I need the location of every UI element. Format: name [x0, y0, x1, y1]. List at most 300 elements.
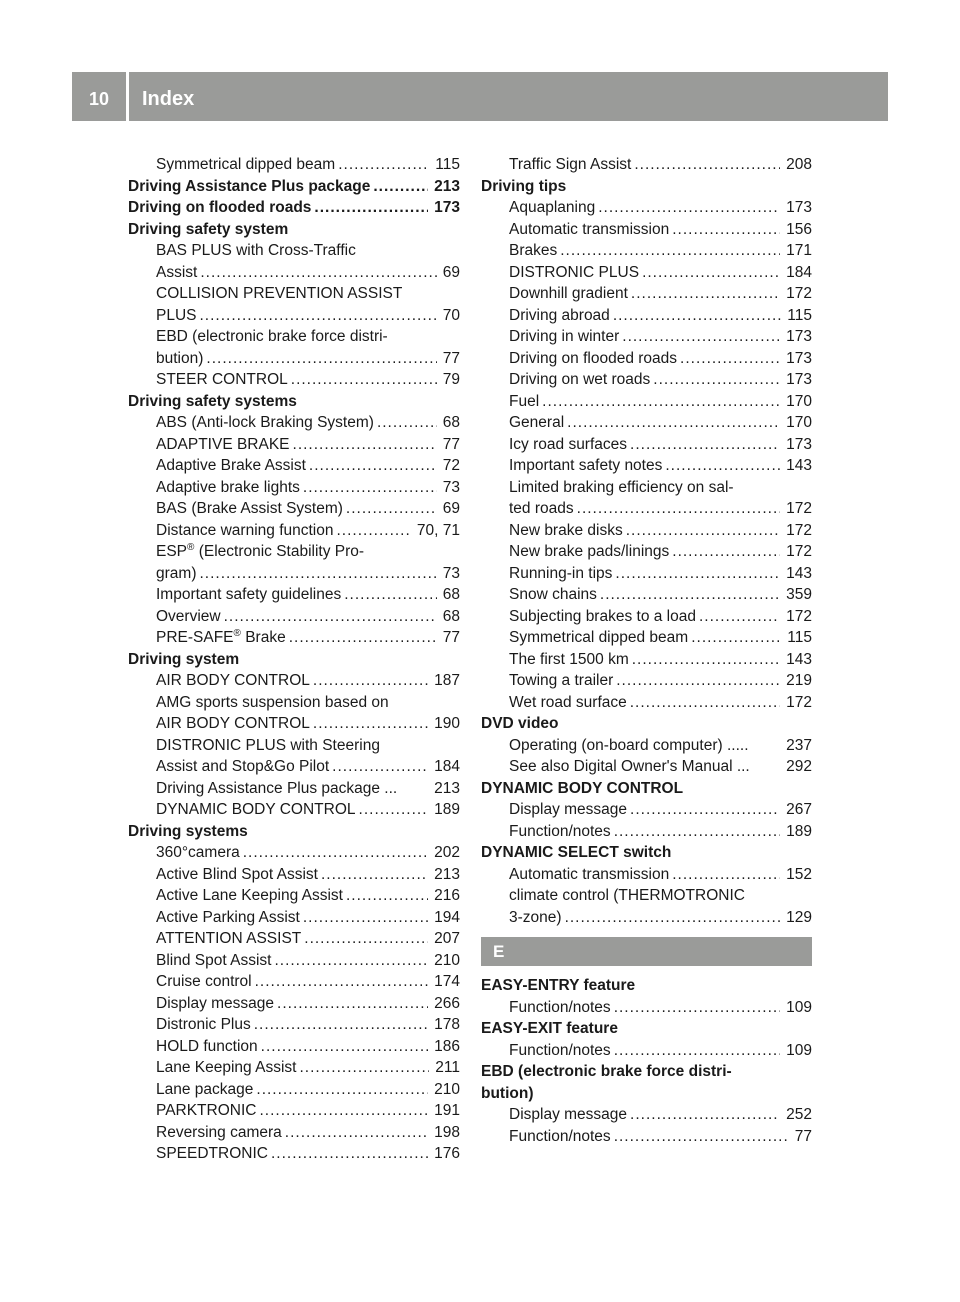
- page-ref: 172: [786, 693, 812, 711]
- dot-leader: [346, 498, 437, 520]
- entry-row: [509, 541, 812, 563]
- entry-text: Function/notes: [509, 1127, 611, 1145]
- dot-leader: [299, 1057, 429, 1079]
- dot-leader: [243, 842, 428, 864]
- index-subentry: [481, 670, 812, 692]
- index-heading: [481, 176, 812, 198]
- page-ref: 143: [786, 457, 812, 474]
- entry-text: Function/notes: [509, 822, 611, 840]
- page-ref: 173: [786, 349, 812, 367]
- entry-text: DISTRONIC PLUS: [509, 263, 640, 281]
- page-ref: 73: [442, 478, 460, 496]
- dot-leader: [346, 885, 428, 907]
- page-ref: 189: [786, 822, 812, 840]
- index-subentry: [481, 821, 812, 843]
- dot-leader: [542, 391, 780, 413]
- entry-row: [509, 262, 812, 284]
- page-ref: 73: [442, 564, 460, 582]
- index-heading: [481, 975, 812, 997]
- entry-row: [156, 971, 460, 993]
- entry-row: [509, 197, 812, 219]
- dot-leader: [303, 477, 437, 499]
- entry-row: [156, 498, 460, 520]
- page-ref: 186: [434, 1037, 460, 1055]
- dot-leader: [577, 498, 780, 520]
- entry-row: [509, 283, 812, 305]
- dot-leader: [672, 541, 780, 563]
- index-heading: [481, 778, 812, 800]
- dot-leader: [614, 997, 780, 1019]
- entry-row: [156, 756, 460, 778]
- entry-text: Driving on wet roads: [509, 371, 651, 388]
- entry-text: DISTRONIC PLUS with Steering: [156, 736, 380, 754]
- page-ref: 194: [434, 908, 460, 926]
- dot-leader: [614, 1126, 789, 1148]
- index-subentry: [481, 907, 812, 929]
- index-subentry: [481, 1040, 812, 1062]
- dot-leader: [614, 1040, 780, 1062]
- index-subentry: [481, 799, 812, 821]
- entry-text: Active Blind Spot Assist: [156, 865, 318, 883]
- entry-row: [509, 391, 812, 413]
- index-subentry: [128, 1079, 460, 1101]
- entry-text: gram): [156, 564, 197, 582]
- page-ref: 187: [434, 672, 460, 689]
- entry-row: [156, 305, 460, 327]
- entry-text: Downhill gradient: [509, 285, 628, 302]
- entry-text: Brakes: [509, 242, 558, 259]
- index-subentry: [481, 756, 812, 778]
- page-ref: 109: [786, 998, 812, 1016]
- entry-text: BAS PLUS with Cross-Traffic: [156, 242, 356, 259]
- dot-leader: [337, 520, 411, 542]
- page-ref: 115: [787, 629, 812, 646]
- dot-leader: [630, 434, 780, 456]
- entry-text: ESP® (Electronic Stability Pro-: [156, 541, 365, 560]
- index-subentry: [128, 520, 460, 542]
- page-ref: 213: [434, 177, 460, 195]
- index-subentry: [481, 305, 812, 327]
- entry-text: General: [509, 414, 565, 431]
- index-subentry: [128, 627, 460, 649]
- entry-text: EASY-EXIT feature: [481, 1020, 618, 1037]
- entry-text: Active Lane Keeping Assist: [156, 887, 343, 904]
- dot-leader: [699, 606, 780, 628]
- page-ref: 252: [786, 1106, 812, 1123]
- entry-row: [509, 305, 812, 327]
- entry-text: bution): [156, 349, 204, 367]
- entry-text: Adaptive Brake Assist: [156, 457, 306, 474]
- page-ref: 115: [435, 156, 460, 173]
- entry-row: [156, 434, 460, 456]
- entry-text: PLUS: [156, 306, 197, 324]
- dot-leader: [321, 864, 428, 886]
- entry-text: BAS (Brake Assist System): [156, 500, 343, 517]
- dot-leader: [304, 928, 428, 950]
- entry-row: [509, 563, 812, 585]
- section-letter-bar: E: [481, 937, 812, 966]
- page-ref: 191: [434, 1102, 460, 1119]
- entry-text: Automatic transmission: [509, 865, 670, 883]
- index-subentry: [128, 477, 460, 499]
- dot-leader: [600, 584, 780, 606]
- entry-row: [509, 219, 812, 241]
- index-heading: [481, 1018, 812, 1040]
- entry-text: Wet road surface: [509, 693, 627, 711]
- page-ref: 173: [786, 435, 812, 453]
- page-ref: 72: [442, 457, 460, 474]
- page-ref: 172: [786, 285, 812, 302]
- entry-row: [509, 670, 812, 692]
- entry-row: [509, 606, 812, 628]
- registered-mark: ®: [233, 627, 241, 639]
- entry-row: [156, 262, 460, 284]
- entry-row: [156, 1143, 460, 1165]
- dot-leader: [642, 262, 780, 284]
- dot-leader: [630, 1104, 780, 1126]
- entry-row: [509, 584, 812, 606]
- index-subentry: [481, 735, 812, 757]
- index-subentry: [128, 928, 460, 950]
- index-subentry: [481, 627, 812, 649]
- entry-text: Driving on flooded roads: [509, 349, 678, 367]
- dot-leader: [626, 520, 780, 542]
- entry-row: [156, 520, 460, 542]
- page-ref: 210: [434, 1080, 460, 1098]
- index-subentry: [481, 692, 812, 714]
- page-ref: 172: [786, 500, 812, 517]
- page-ref: 173: [786, 328, 812, 345]
- page-ref: 68: [442, 586, 460, 603]
- entry-row: [156, 584, 460, 606]
- page-ref: 68: [442, 607, 460, 625]
- entry-text: PRE-SAFE® Brake: [156, 627, 286, 646]
- index-subentry: [128, 950, 460, 972]
- index-subentry: [128, 606, 460, 628]
- entry-text: EBD (electronic brake force distri-: [156, 328, 388, 345]
- entry-row: [156, 563, 460, 585]
- page-ref: 184: [434, 758, 460, 775]
- entry-row: [509, 756, 812, 778]
- index-subentry: [128, 541, 460, 563]
- dot-leader: [261, 1036, 428, 1058]
- entry-row: [156, 799, 460, 821]
- dot-leader: [613, 305, 781, 327]
- page-ref: 213: [434, 779, 460, 797]
- entry-row: [509, 434, 812, 456]
- index-subentry: [481, 197, 812, 219]
- index-heading: [481, 1061, 812, 1083]
- entry-text: Symmetrical dipped beam: [156, 156, 336, 173]
- entry-row: [156, 713, 460, 735]
- entry-text: PARKTRONIC: [156, 1102, 257, 1119]
- entry-text: Driving Assistance Plus package: [128, 177, 371, 195]
- page-ref: 77: [442, 435, 460, 453]
- index-heading: [128, 219, 460, 241]
- registered-mark: ®: [187, 541, 195, 553]
- dot-leader: [615, 563, 780, 585]
- dot-leader: [291, 369, 437, 391]
- entry-row: [156, 1122, 460, 1144]
- entry-text: DYNAMIC BODY CONTROL: [156, 801, 356, 818]
- entry-row: [156, 928, 460, 950]
- index-subentry: [128, 885, 460, 907]
- entry-text: Display message: [509, 1106, 628, 1123]
- index-subentry: [481, 455, 812, 477]
- index-subentry: [481, 434, 812, 456]
- entry-text: DYNAMIC BODY CONTROL: [481, 779, 684, 797]
- index-subentry: [481, 541, 812, 563]
- index-subentry: [128, 563, 460, 585]
- index-subentry: [128, 993, 460, 1015]
- entry-row: [156, 154, 460, 176]
- dot-leader: [672, 219, 780, 241]
- entry-row: [156, 606, 460, 628]
- dot-leader: [313, 713, 428, 735]
- entry-text: Lane Keeping Assist: [156, 1059, 297, 1076]
- entry-row: [156, 1036, 460, 1058]
- page-ref: 210: [434, 951, 460, 969]
- entry-text: Limited braking efficiency on sal-: [509, 478, 734, 496]
- dot-leader: [565, 907, 781, 929]
- page-ref: 207: [434, 930, 460, 947]
- index-subentry: [128, 1122, 460, 1144]
- index-subentry: [481, 649, 812, 671]
- index-subentry: [128, 369, 460, 391]
- entry-text: Symmetrical dipped beam: [509, 629, 689, 646]
- index-subentry: [128, 971, 460, 993]
- index-heading: [128, 176, 460, 198]
- entry-row: [509, 1126, 812, 1148]
- entry-text: Subjecting brakes to a load: [509, 607, 696, 625]
- dot-leader: [344, 584, 437, 606]
- entry-text: Driving tips: [481, 177, 567, 195]
- entry-text: Driving Assistance Plus package ...: [156, 779, 398, 797]
- index-subentry: [481, 1104, 812, 1126]
- page-ref: 170: [786, 392, 812, 410]
- index-subentry: [128, 434, 460, 456]
- entry-row: [509, 907, 812, 929]
- entry-text: Assist and Stop&Go Pilot: [156, 758, 330, 775]
- page-ref: 172: [786, 543, 812, 560]
- index-subentry: [128, 1143, 460, 1165]
- entry-row: [509, 154, 812, 176]
- page-ref: 173: [786, 371, 812, 388]
- entry-row: [509, 498, 812, 520]
- entry-row: [509, 735, 812, 757]
- index-subentry: [481, 219, 812, 241]
- entry-text: Icy road surfaces: [509, 435, 628, 453]
- entry-text: Operating (on-board computer) .....: [509, 736, 749, 754]
- entry-text: AIR BODY CONTROL: [156, 672, 310, 689]
- entry-row: [509, 348, 812, 370]
- page-ref: 77: [442, 629, 460, 646]
- dot-leader: [373, 176, 428, 198]
- entry-text: Display message: [156, 994, 275, 1012]
- dot-leader: [614, 821, 780, 843]
- index-subentry: [128, 907, 460, 929]
- entry-text: Overview: [156, 607, 221, 625]
- entry-text: Reversing camera: [156, 1123, 282, 1141]
- dot-leader: [359, 799, 429, 821]
- index-column-left: [128, 154, 460, 1165]
- entry-row: [509, 997, 812, 1019]
- entry-row: [156, 1057, 460, 1079]
- entry-text: Driving safety systems: [128, 392, 297, 410]
- dot-leader: [313, 670, 428, 692]
- page-ref: 115: [787, 306, 812, 324]
- dot-leader: [616, 670, 780, 692]
- entry-text: Driving systems: [128, 822, 248, 840]
- entry-text: HOLD function: [156, 1037, 258, 1055]
- dot-leader: [289, 627, 437, 649]
- entry-text: Active Parking Assist: [156, 908, 300, 926]
- index-subentry: [128, 1014, 460, 1036]
- page-ref: 267: [786, 801, 812, 818]
- dot-leader: [332, 756, 428, 778]
- index-heading: [128, 197, 460, 219]
- entry-row: [509, 412, 812, 434]
- entry-row: [509, 326, 812, 348]
- entry-row: [509, 369, 812, 391]
- entry-row: [156, 627, 460, 649]
- page-ref: 172: [786, 607, 812, 625]
- dot-leader: [630, 692, 780, 714]
- entry-row: [509, 821, 812, 843]
- page-ref: 208: [786, 156, 812, 173]
- entry-row: [509, 520, 812, 542]
- index-subentry: [128, 756, 460, 778]
- entry-text: Traffic Sign Assist: [509, 156, 632, 173]
- entry-text: SPEEDTRONIC: [156, 1145, 268, 1162]
- index-subentry: [481, 240, 812, 262]
- page-ref: 129: [786, 908, 812, 926]
- index-subentry: [481, 498, 812, 520]
- dot-leader: [377, 412, 437, 434]
- entry-text: Driving system: [128, 650, 240, 668]
- entry-text: See also Digital Owner's Manual ...: [509, 758, 750, 775]
- page-ref: 359: [786, 586, 812, 603]
- entry-row: [156, 1079, 460, 1101]
- dot-leader: [199, 563, 436, 585]
- page-ref: 152: [786, 865, 812, 883]
- entry-text: Running-in tips: [509, 564, 613, 582]
- page-ref: 184: [786, 263, 812, 281]
- entry-text: ted roads: [509, 500, 574, 517]
- index-subentry: [128, 240, 460, 262]
- page-ref: 170: [786, 414, 812, 431]
- dot-leader: [200, 262, 436, 284]
- index-subentry: [481, 1126, 812, 1148]
- dot-leader: [285, 1122, 428, 1144]
- entry-row: [509, 240, 812, 262]
- entry-text: Blind Spot Assist: [156, 951, 272, 969]
- index-heading: [481, 713, 812, 735]
- page-ref: 178: [434, 1016, 460, 1033]
- entry-text: DYNAMIC SELECT switch: [481, 844, 672, 861]
- entry-text: Important safety notes: [509, 457, 663, 474]
- index-subentry: [128, 670, 460, 692]
- index-subentry: [128, 584, 460, 606]
- index-subentry: [128, 713, 460, 735]
- entry-text: Driving in winter: [509, 328, 620, 345]
- page-title: Index: [142, 88, 195, 110]
- page-ref: 211: [435, 1059, 460, 1076]
- entry-text: Important safety guidelines: [156, 586, 342, 603]
- index-subentry: [481, 997, 812, 1019]
- dot-leader: [293, 434, 437, 456]
- index-subentry: [128, 412, 460, 434]
- page-ref: 69: [442, 500, 460, 517]
- entry-row: [156, 369, 460, 391]
- dot-leader: [691, 627, 781, 649]
- entry-row: [156, 907, 460, 929]
- entry-row: [128, 197, 460, 219]
- page-ref: 79: [442, 371, 460, 388]
- entry-text: ABS (Anti-lock Braking System): [156, 414, 374, 431]
- dot-leader: [309, 455, 437, 477]
- dot-leader: [630, 799, 780, 821]
- index-subentry: [128, 1057, 460, 1079]
- entry-row: [156, 842, 460, 864]
- entry-text: EBD (electronic brake force distri-: [481, 1063, 732, 1080]
- index-subentry: [481, 154, 812, 176]
- dot-leader: [274, 950, 428, 972]
- index-subentry: [128, 455, 460, 477]
- index-subentry: [481, 563, 812, 585]
- dot-leader: [224, 606, 437, 628]
- header-divider: [126, 72, 129, 121]
- page-ref: 109: [786, 1041, 812, 1059]
- page-ref: 202: [434, 844, 460, 861]
- dot-leader: [314, 197, 428, 219]
- entry-row: [156, 950, 460, 972]
- index-subentry: [481, 283, 812, 305]
- entry-text: Distance warning function: [156, 521, 334, 539]
- dot-leader: [254, 1014, 428, 1036]
- index-subentry: [481, 885, 812, 907]
- entry-text: Distronic Plus: [156, 1016, 251, 1033]
- dot-leader: [277, 993, 428, 1015]
- index-subentry: [128, 262, 460, 284]
- entry-row: [509, 627, 812, 649]
- index-subentry: [128, 305, 460, 327]
- index-subentry: [481, 584, 812, 606]
- index-heading: [481, 842, 812, 864]
- entry-text: Towing a trailer: [509, 672, 614, 689]
- entry-text: Adaptive brake lights: [156, 478, 300, 496]
- page-ref: 77: [442, 349, 460, 367]
- page-ref: 266: [434, 994, 460, 1012]
- entry-text: 360°camera: [156, 844, 240, 861]
- entry-row: [509, 799, 812, 821]
- index-heading: [128, 821, 460, 843]
- index-subentry: [481, 864, 812, 886]
- index-subentry: [481, 391, 812, 413]
- page-ref: 213: [434, 865, 460, 883]
- page-ref: 176: [434, 1145, 460, 1162]
- entry-text: bution): [481, 1084, 534, 1102]
- entry-row: [509, 1104, 812, 1126]
- entry-text: Driving on flooded roads: [128, 199, 312, 216]
- page-ref: 69: [442, 263, 460, 281]
- entry-text: climate control (THERMOTRONIC: [509, 887, 745, 904]
- entry-text: COLLISION PREVENTION ASSIST: [156, 285, 403, 302]
- entry-text: ADAPTIVE BRAKE: [156, 435, 290, 453]
- entry-text: Fuel: [509, 392, 540, 410]
- dot-leader: [560, 240, 780, 262]
- page-ref: 143: [786, 564, 812, 582]
